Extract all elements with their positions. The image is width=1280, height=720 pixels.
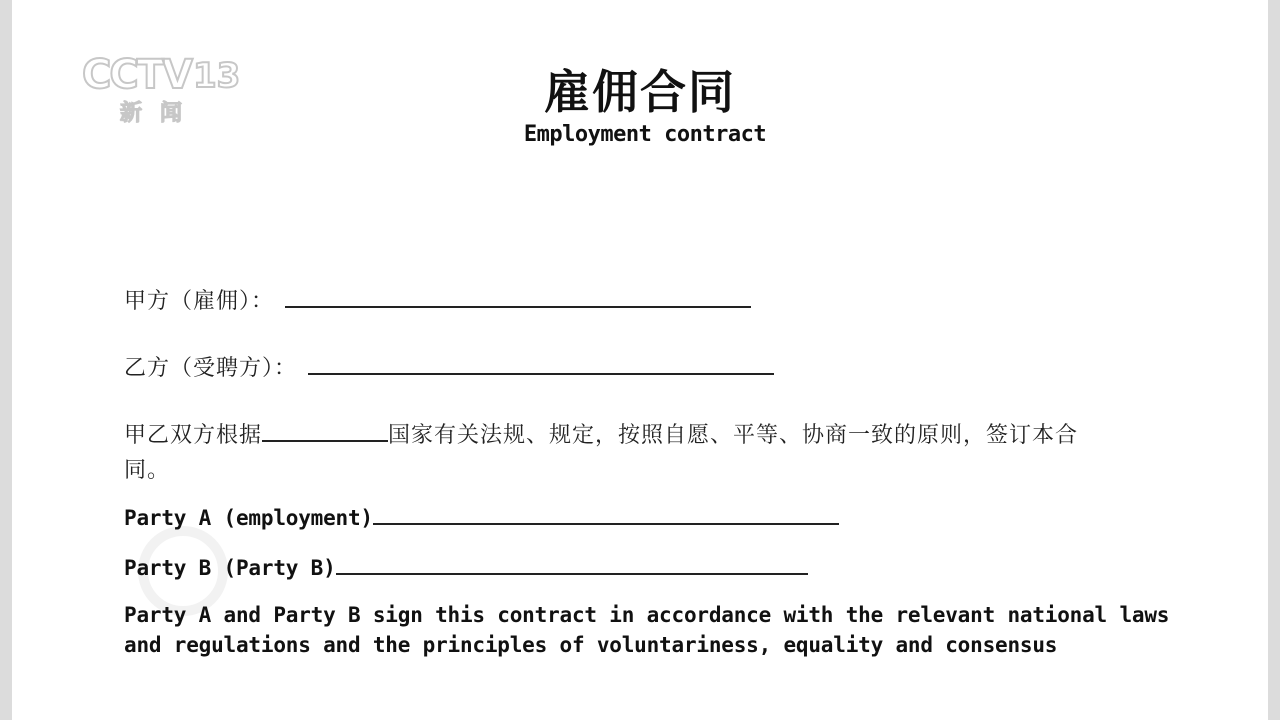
party-b-cn-blank: [308, 353, 774, 375]
document-title-en: Employment contract: [523, 122, 767, 147]
channel-subtitle: 新闻: [120, 101, 201, 126]
party-b-en-line: [124, 553, 808, 581]
clause-en-paragraph: [124, 603, 1174, 657]
channel-name: CCTV: [82, 52, 191, 98]
party-a-en-line: [124, 503, 839, 531]
party-a-cn-blank: [285, 286, 751, 308]
clause-cn-blank: [262, 420, 388, 442]
clause-cn-rest: 国家有关法规、规定，按照自愿、平等、协商一致的原则，签订本合: [388, 423, 1079, 448]
document-title-cn: 雇佣合同: [544, 65, 736, 119]
party-a-en-blank: [373, 503, 839, 525]
clause-cn-end: 同。: [124, 458, 171, 483]
party-b-cn-line: [124, 351, 774, 382]
clause-en-line2: and regulations and the principles of voluntariness, equality and consensus: [124, 633, 1058, 657]
party-a-cn-label: 甲方（雇佣）：: [124, 289, 275, 314]
party-b-en-label: Party B (Party B): [124, 556, 336, 580]
clause-cn-start: 甲乙双方根据: [124, 423, 263, 448]
party-b-en-blank: [336, 553, 808, 575]
clause-en-line1: Party A and Party B sign this contract in accordance with the relevant national laws: [124, 603, 1170, 627]
party-a-en-label: Party A (employment): [124, 506, 373, 530]
channel-number: 13: [193, 56, 241, 96]
clause-cn-paragraph: [124, 418, 1174, 484]
party-b-cn-label: 乙方（受聘方）：: [124, 356, 298, 381]
party-a-cn-line: [124, 284, 751, 315]
